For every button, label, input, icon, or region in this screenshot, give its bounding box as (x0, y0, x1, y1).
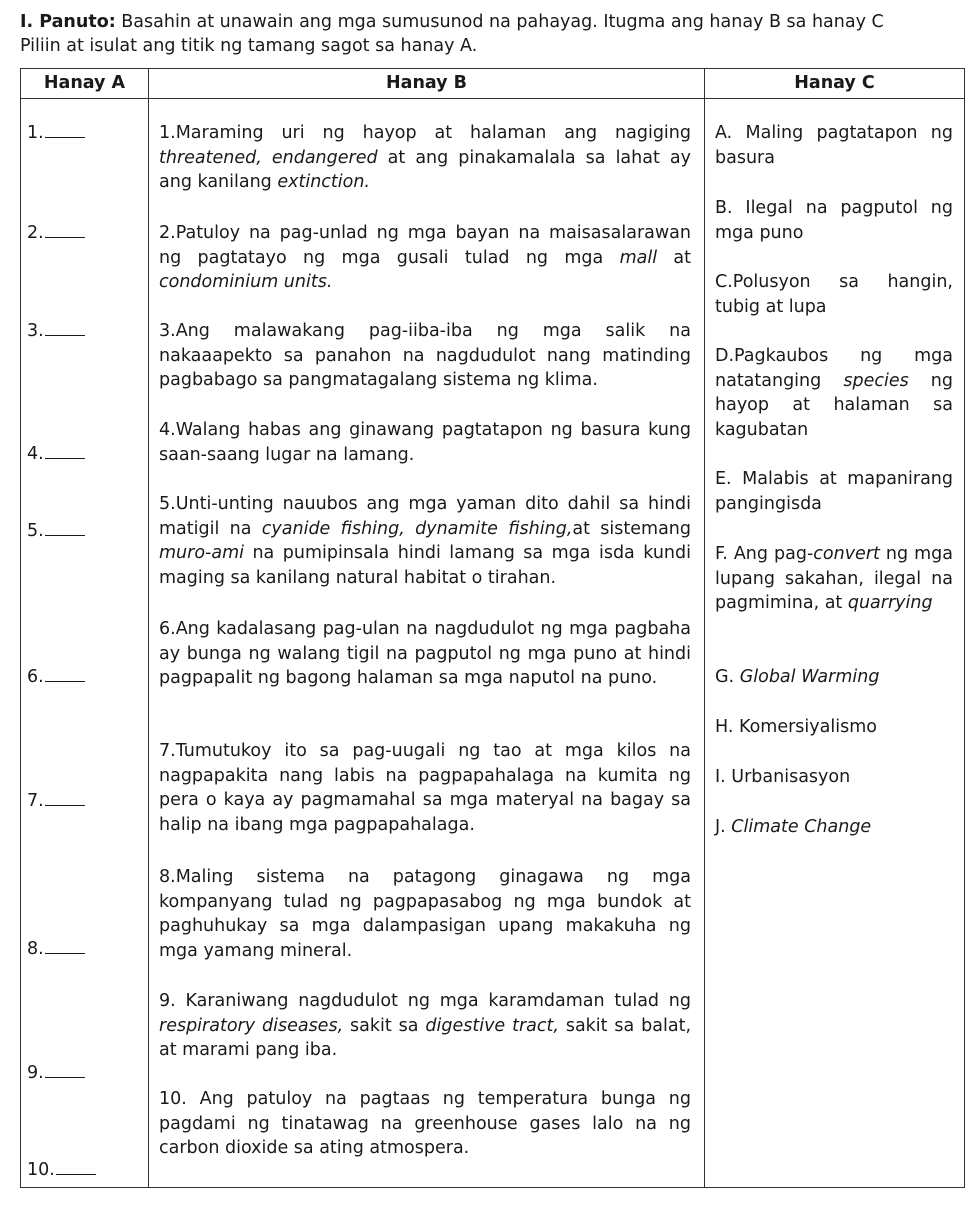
statement-5: 5.Unti-unting nauubos ang mga yaman dito dahil sa hindi matigil na cyanide fishing, dynamite fishing,at sistemang muro-ami na pumipinsala hindi lamang sa mga isda kundi maging sa kanilang natural habitat o tirahan. (159, 494, 691, 588)
answer-blank-3[interactable]: 3. (27, 319, 85, 343)
answer-blank-6[interactable]: 6. (27, 665, 85, 689)
header-hanay-c: Hanay C (794, 73, 875, 93)
choice-d: D.Pagkaubos ng mga natatanging species ng hayop at halaman sa kagubatan (715, 346, 954, 440)
choice-c: C.Polusyon sa hangin, tubig at lupa (715, 272, 953, 317)
statement-6: 6.Ang kadalasang pag-ulan na nagdudulot ng mga pagbaha ay bunga ng walang tigil na pagputol ng mga puno at hindi pagpapalit ng bagong halaman sa mga naputol na puno. (159, 619, 691, 688)
statement-7: 7.Tumutukoy ito sa pag-uugali ng tao at mga kilos na nagpapakita nang labis na pagpapahalaga na kumita ng pera o kaya ay pagmamahal sa mga materyal na bagay sa halip na ibang mga pagpapahalaga. (159, 741, 691, 835)
instructions (20, 10, 965, 58)
choice-f: F. Ang pag-convert ng mga lupang sakahan, ilegal na pagmimina, at quarrying (715, 544, 953, 613)
answer-blank-5[interactable]: 5. (27, 519, 85, 543)
statement-1: 1.Maraming uri ng hayop at halaman ang nagiging threatened, endangered at ang pinakamalala sa lahat ay ang kanilang extinction. (159, 123, 691, 192)
statement-10: 10. Ang patuloy na pagtaas ng temperatura bunga ng pagdami ng tinatawag na greenhouse gases lalo na ng carbon dioxide sa ating atmospera. (159, 1089, 691, 1158)
header-hanay-b: Hanay B (385, 73, 468, 93)
statement-8: 8.Maling sistema na patagong ginagawa ng mga kompanyang tulad ng pagpapasabog ng mga bundok at paghuhukay sa mga dalampasigan upang makakuha ng mga yamang mineral. (159, 867, 691, 961)
statement-3: 3.Ang malawakang pag-iiba-iba ng mga salik na nakaaapekto sa panahon na nagdudulot nang matinding pagbabago sa pangmatagalang sistema ng klima. (159, 321, 691, 390)
statement-4: 4.Walang habas ang ginawang pagtatapon ng basura kung saan-saang lugar na lamang. (159, 420, 691, 465)
choice-g: G. Global Warming (715, 667, 880, 687)
answer-blank-1[interactable]: 1. (27, 121, 85, 145)
answer-blank-7[interactable]: 7. (27, 789, 85, 813)
matching-table (20, 68, 965, 1188)
answer-blank-9[interactable]: 9. (27, 1061, 85, 1085)
instructions-line1: Basahin at unawain ang mga sumusunod na pahayag. Itugma ang hanay B sa hanay C (115, 12, 884, 32)
instructions-label: I. Panuto: (20, 12, 116, 32)
choice-b: B. Ilegal na pagputol ng mga puno (715, 198, 953, 243)
answer-blank-10[interactable]: 10. (27, 1158, 96, 1182)
instructions-line2: Piliin at isulat ang titik ng tamang sagot sa hanay A. (20, 36, 478, 56)
choice-i: I. Urbanisasyon (715, 767, 851, 787)
header-hanay-a: Hanay A (43, 73, 126, 93)
choice-e: E. Malabis at mapanirang pangingisda (715, 469, 953, 514)
answer-blank-4[interactable]: 4. (27, 442, 85, 466)
statement-9: 9. Karaniwang nagdudulot ng mga karamdaman tulad ng respiratory diseases, sakit sa digestive tract, sakit sa balat, at marami pang iba. (159, 991, 692, 1060)
choice-h: H. Komersiyalismo (715, 717, 877, 737)
statement-2: 2.Patuloy na pag-unlad ng mga bayan na maisasalarawan ng pagtatayo ng mga gusali tulad ng mga mall at condominium units. (159, 223, 691, 292)
answer-blank-2[interactable]: 2. (27, 221, 85, 245)
choice-a: A. Maling pagtatapon ng basura (715, 123, 953, 168)
choice-j: J. Climate Change (715, 817, 872, 837)
column-divider-a-b (148, 69, 149, 1187)
header-divider (21, 98, 964, 99)
answer-blank-8[interactable]: 8. (27, 937, 85, 961)
column-divider-b-c (704, 69, 705, 1187)
